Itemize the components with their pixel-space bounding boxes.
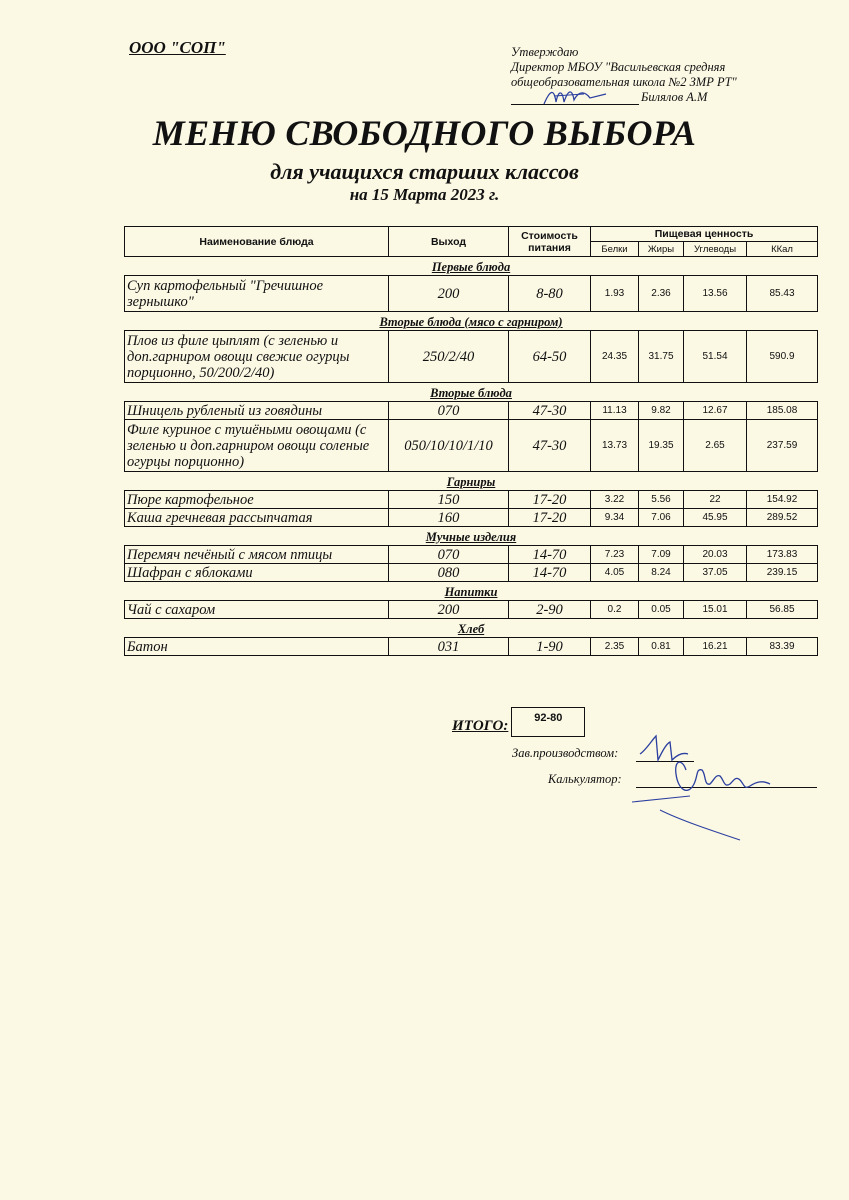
column-header-output: Выход bbox=[389, 227, 509, 257]
section-title: Вторые блюда bbox=[430, 386, 512, 400]
total-block bbox=[452, 707, 585, 737]
approval-line: Утверждаю bbox=[511, 45, 579, 59]
total-value: 92-80 bbox=[511, 707, 585, 737]
production-head-label: Зав.производством: bbox=[512, 746, 619, 760]
column-header-proteins: Белки bbox=[591, 242, 639, 257]
dish-proteins: 3.22 bbox=[591, 491, 639, 509]
section-row bbox=[125, 472, 818, 491]
dish-output: 080 bbox=[389, 564, 509, 582]
dish-fats: 7.09 bbox=[639, 546, 684, 564]
dish-kcal: 239.15 bbox=[747, 564, 818, 582]
dish-output: 070 bbox=[389, 546, 509, 564]
section-title: Напитки bbox=[444, 585, 498, 599]
dish-output: 070 bbox=[389, 402, 509, 420]
table-row bbox=[125, 564, 818, 582]
dish-output: 200 bbox=[389, 276, 509, 312]
dish-fats: 2.36 bbox=[639, 276, 684, 312]
dish-carbs: 13.56 bbox=[684, 276, 747, 312]
dish-cost: 17-20 bbox=[509, 509, 591, 527]
dish-kcal: 56.85 bbox=[747, 601, 818, 619]
dish-proteins: 4.05 bbox=[591, 564, 639, 582]
dish-carbs: 16.21 bbox=[684, 638, 747, 656]
menu-table bbox=[124, 226, 818, 656]
dish-carbs: 22 bbox=[684, 491, 747, 509]
dish-carbs: 12.67 bbox=[684, 402, 747, 420]
dish-kcal: 289.52 bbox=[747, 509, 818, 527]
dish-name: Суп картофельный "Гречишное зернышко" bbox=[125, 276, 389, 312]
dish-output: 031 bbox=[389, 638, 509, 656]
dish-proteins: 7.23 bbox=[591, 546, 639, 564]
section-title: Гарниры bbox=[446, 475, 496, 489]
dish-proteins: 13.73 bbox=[591, 420, 639, 472]
dish-carbs: 51.54 bbox=[684, 331, 747, 383]
dish-fats: 9.82 bbox=[639, 402, 684, 420]
dish-fats: 8.24 bbox=[639, 564, 684, 582]
dish-name: Каша гречневая рассыпчатая bbox=[125, 509, 389, 527]
total-label: ИТОГО: bbox=[452, 718, 509, 734]
section-title: Хлеб bbox=[457, 622, 485, 636]
dish-name: Шницель рубленый из говядины bbox=[125, 402, 389, 420]
calculator-label: Калькулятор: bbox=[548, 772, 622, 786]
column-header-nutrition: Пищевая ценность bbox=[591, 227, 818, 242]
dish-fats: 7.06 bbox=[639, 509, 684, 527]
calculator-signature-icon bbox=[630, 750, 820, 845]
dish-proteins: 9.34 bbox=[591, 509, 639, 527]
dish-fats: 5.56 bbox=[639, 491, 684, 509]
dish-kcal: 237.59 bbox=[747, 420, 818, 472]
section-title: Первые блюда bbox=[431, 260, 511, 274]
dish-carbs: 37.05 bbox=[684, 564, 747, 582]
page-subtitle: для учащихся старших классов bbox=[270, 159, 579, 184]
table-row bbox=[125, 491, 818, 509]
dish-output: 150 bbox=[389, 491, 509, 509]
dish-carbs: 20.03 bbox=[684, 546, 747, 564]
dish-output: 160 bbox=[389, 509, 509, 527]
column-header-kcal: ККал bbox=[747, 242, 818, 257]
dish-cost: 8-80 bbox=[509, 276, 591, 312]
dish-proteins: 1.93 bbox=[591, 276, 639, 312]
dish-output: 250/2/40 bbox=[389, 331, 509, 383]
dish-name: Филе куриное с тушёными овощами (с зеленью и доп.гарниром овощи соленые огурцы порционно) bbox=[125, 420, 389, 472]
table-row bbox=[125, 402, 818, 420]
dish-fats: 31.75 bbox=[639, 331, 684, 383]
dish-kcal: 85.43 bbox=[747, 276, 818, 312]
dish-carbs: 2.65 bbox=[684, 420, 747, 472]
dish-cost: 47-30 bbox=[509, 402, 591, 420]
table-row bbox=[125, 276, 818, 312]
page-title: МЕНЮ СВОБОДНОГО ВЫБОРА bbox=[152, 113, 697, 153]
column-header-fats: Жиры bbox=[639, 242, 684, 257]
director-name: Билялов А.М bbox=[641, 90, 708, 104]
table-row bbox=[125, 331, 818, 383]
dish-output: 050/10/10/1/10 bbox=[389, 420, 509, 472]
section-row bbox=[125, 383, 818, 402]
dish-fats: 19.35 bbox=[639, 420, 684, 472]
column-header-name: Наименование блюда bbox=[125, 227, 389, 257]
dish-name: Пюре картофельное bbox=[125, 491, 389, 509]
table-row bbox=[125, 601, 818, 619]
section-row bbox=[125, 257, 818, 276]
dish-fats: 0.81 bbox=[639, 638, 684, 656]
dish-name: Перемяч печёный с мясом птицы bbox=[125, 546, 389, 564]
dish-name: Плов из филе цыплят (с зеленью и доп.гарниром овощи свежие огурцы порционно, 50/200/2/40) bbox=[125, 331, 389, 383]
table-row bbox=[125, 509, 818, 527]
dish-kcal: 185.08 bbox=[747, 402, 818, 420]
dish-proteins: 2.35 bbox=[591, 638, 639, 656]
dish-proteins: 11.13 bbox=[591, 402, 639, 420]
section-row bbox=[125, 527, 818, 546]
column-header-carbs: Углеводы bbox=[684, 242, 747, 257]
dish-kcal: 83.39 bbox=[747, 638, 818, 656]
section-title: Вторые блюда (мясо с гарниром) bbox=[379, 315, 563, 329]
dish-cost: 47-30 bbox=[509, 420, 591, 472]
dish-kcal: 154.92 bbox=[747, 491, 818, 509]
section-row bbox=[125, 619, 818, 638]
organization-name: ООО "СОП" bbox=[129, 38, 226, 57]
dish-kcal: 590.9 bbox=[747, 331, 818, 383]
section-title: Мучные изделия bbox=[425, 530, 517, 544]
table-row bbox=[125, 420, 818, 472]
section-row bbox=[125, 582, 818, 601]
table-row bbox=[125, 546, 818, 564]
dish-fats: 0.05 bbox=[639, 601, 684, 619]
dish-cost: 2-90 bbox=[509, 601, 591, 619]
dish-proteins: 24.35 bbox=[591, 331, 639, 383]
column-header-cost: Стоимость питания bbox=[509, 227, 591, 257]
approval-line: Директор МБОУ "Васильевская средняя bbox=[511, 60, 726, 74]
dish-cost: 14-70 bbox=[509, 546, 591, 564]
table-header-row bbox=[125, 227, 818, 242]
dish-proteins: 0.2 bbox=[591, 601, 639, 619]
dish-kcal: 173.83 bbox=[747, 546, 818, 564]
approval-line: общеобразовательная школа №2 ЗМР РТ" bbox=[511, 75, 737, 89]
dish-cost: 1-90 bbox=[509, 638, 591, 656]
dish-name: Чай с сахаром bbox=[125, 601, 389, 619]
dish-cost: 14-70 bbox=[509, 564, 591, 582]
director-signature-icon bbox=[540, 84, 610, 108]
dish-name: Шафран с яблоками bbox=[125, 564, 389, 582]
section-row bbox=[125, 312, 818, 331]
dish-carbs: 15.01 bbox=[684, 601, 747, 619]
table-row bbox=[125, 638, 818, 656]
menu-date: на 15 Марта 2023 г. bbox=[349, 185, 500, 204]
dish-name: Батон bbox=[125, 638, 389, 656]
dish-cost: 64-50 bbox=[509, 331, 591, 383]
dish-carbs: 45.95 bbox=[684, 509, 747, 527]
dish-output: 200 bbox=[389, 601, 509, 619]
dish-cost: 17-20 bbox=[509, 491, 591, 509]
